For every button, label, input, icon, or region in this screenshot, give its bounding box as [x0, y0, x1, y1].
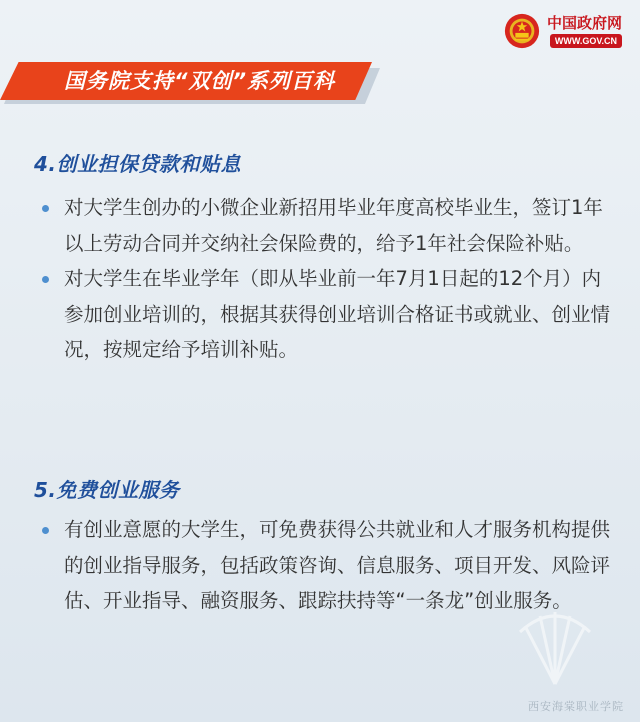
- item-text: 对大学生在毕业学年（即从毕业前一年7月1日起的12个月）内参加创业培训的，根据其获得创业培训合格证书或就业、创业情况，按规定给予培训补贴。: [64, 267, 611, 361]
- list-item: [40, 190, 620, 261]
- national-emblem-icon: [503, 12, 541, 50]
- item-text: 有创业意愿的大学生，可免费获得公共就业和人才服务机构提供的创业指导服务，包括政策咨询、信息服务、项目开发、风险评估、开业指导、融资服务、跟踪扶持等“一条龙”创业服务。: [64, 518, 611, 612]
- section-list-service: [40, 512, 620, 619]
- list-item: [40, 261, 620, 368]
- bullet-dot: [42, 276, 49, 283]
- bullet-dot: [42, 205, 49, 212]
- section-title-loan: 4.创业担保贷款和贴息: [34, 152, 242, 176]
- section-title-service: 5.免费创业服务: [34, 478, 180, 502]
- watermark-fan-icon: [510, 606, 600, 686]
- banner-title: 国务院支持“双创”系列百科: [64, 69, 336, 93]
- list-item: [40, 512, 620, 619]
- item-text: 对大学生创办的小微企业新招用毕业年度高校毕业生，签订1年以上劳动合同并交纳社会保险费的，给予1年社会保险补贴。: [64, 196, 603, 255]
- logo-url: WWW.GOV.CN: [550, 34, 622, 48]
- watermark-text: 西安海棠职业学院: [528, 700, 624, 713]
- bullet-dot: [42, 527, 49, 534]
- site-logo[interactable]: [503, 12, 622, 50]
- series-banner: [0, 62, 380, 102]
- section-list-loan: [40, 190, 620, 368]
- logo-name: 中国政府网: [546, 14, 622, 32]
- watermark: [480, 606, 630, 716]
